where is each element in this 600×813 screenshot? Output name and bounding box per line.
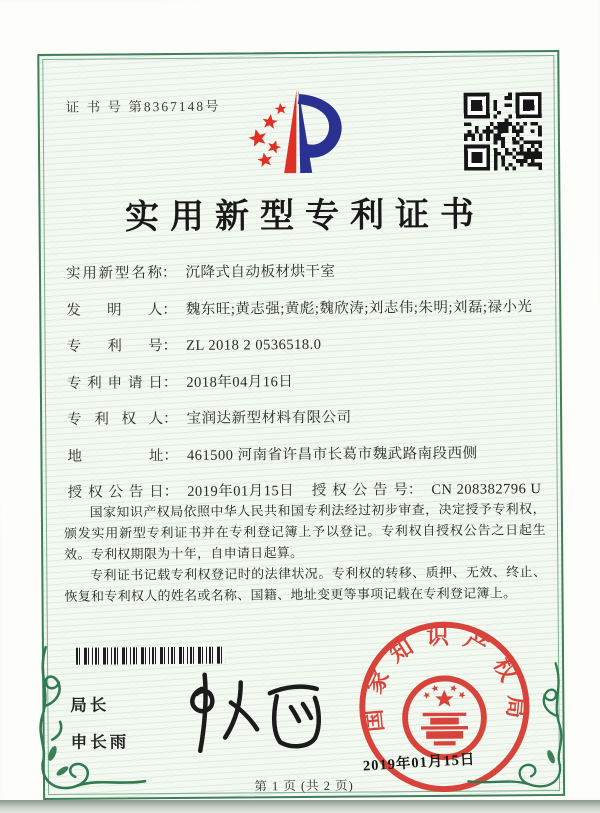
field-row-name — [66, 258, 543, 298]
field-colon: ： — [162, 337, 178, 355]
paper-edge-shadow — [0, 800, 600, 813]
legal-text — [64, 499, 547, 608]
seal-date: 2019年01月15日 — [362, 751, 476, 775]
field-label: 地址 — [67, 447, 164, 465]
field-colon: ： — [163, 410, 178, 428]
page-footer: 第 1 页 (共 2 页) — [254, 778, 354, 794]
certificate-title: 实用新型专利证书 — [124, 196, 486, 237]
decorative-frame — [37, 50, 565, 800]
corner-flourish-icon — [456, 658, 575, 793]
field-colon: ： — [162, 374, 178, 391]
field-value: 461500 河南省许昌市长葛市魏武路南段西侧 — [186, 445, 478, 464]
field-value: ZL 2018 2 0536518.0 — [186, 336, 322, 354]
field-label: 发明人 — [66, 301, 163, 319]
field-value: CN 208382796 U — [431, 481, 542, 498]
field-value: 宝润达新型材料有限公司 — [186, 409, 352, 427]
field-label: 授权公告号 — [311, 482, 408, 499]
field-colon: ： — [163, 483, 179, 501]
corner-flourish-icon — [32, 643, 151, 796]
handwritten-signature-icon — [166, 662, 342, 763]
field-row-inventors — [66, 295, 543, 335]
field-colon: ： — [163, 447, 178, 464]
field-colon: ： — [407, 482, 423, 499]
signatory-name: 申长雨 — [70, 733, 130, 752]
field-value: 2019年01月15日 — [187, 483, 295, 500]
field-row-patentee — [67, 404, 544, 444]
legal-paragraph: 专利证书记载专利权登记时的法律状况。专利权的转移、质押、无效、终止、恢复和专利权人的姓名或名称、国籍、地址变更等事项记载在专利登记簿上。 — [64, 565, 547, 604]
field-label: 专利权人 — [67, 411, 164, 428]
field-colon: ： — [161, 264, 177, 282]
seal-org-text: 国家知识产权局 — [359, 623, 530, 734]
legal-paragraph: 国家知识产权局依照中华人民共和国专利法经过初步审查，决定授予专利权，颁发实用新型专利证书并在专利登记簿上予以登记。专利权自授权公告之日起生效。专利权期限为十年，自申请日起算。 — [63, 502, 547, 562]
field-row-address — [67, 441, 544, 481]
grant-no-pair — [312, 481, 542, 499]
field-label: 实用新型名称 — [65, 265, 163, 282]
grant-date-pair — [68, 483, 295, 501]
certificate-number: 证 书 号 第8367148号 — [65, 98, 221, 115]
field-label: 专利号 — [66, 338, 163, 355]
signatory-title: 局长 — [70, 696, 110, 715]
field-label: 专利申请日 — [66, 374, 163, 392]
field-row-patent-no — [66, 331, 543, 371]
field-value: 沉降式自动板材烘干室 — [185, 263, 336, 281]
field-value: 魏东旺;黄志强;黄彪;魏欣涛;刘志伟;朱明;刘磊;禄小光 — [185, 298, 533, 318]
field-value: 2018年04月16日 — [186, 373, 294, 391]
cnipa-logo-icon — [227, 79, 368, 190]
qr-code-icon — [464, 92, 543, 171]
field-colon: ： — [162, 301, 177, 318]
field-row-filing-date — [67, 368, 544, 408]
field-list — [66, 258, 545, 517]
field-label: 授权公告日 — [67, 484, 164, 501]
